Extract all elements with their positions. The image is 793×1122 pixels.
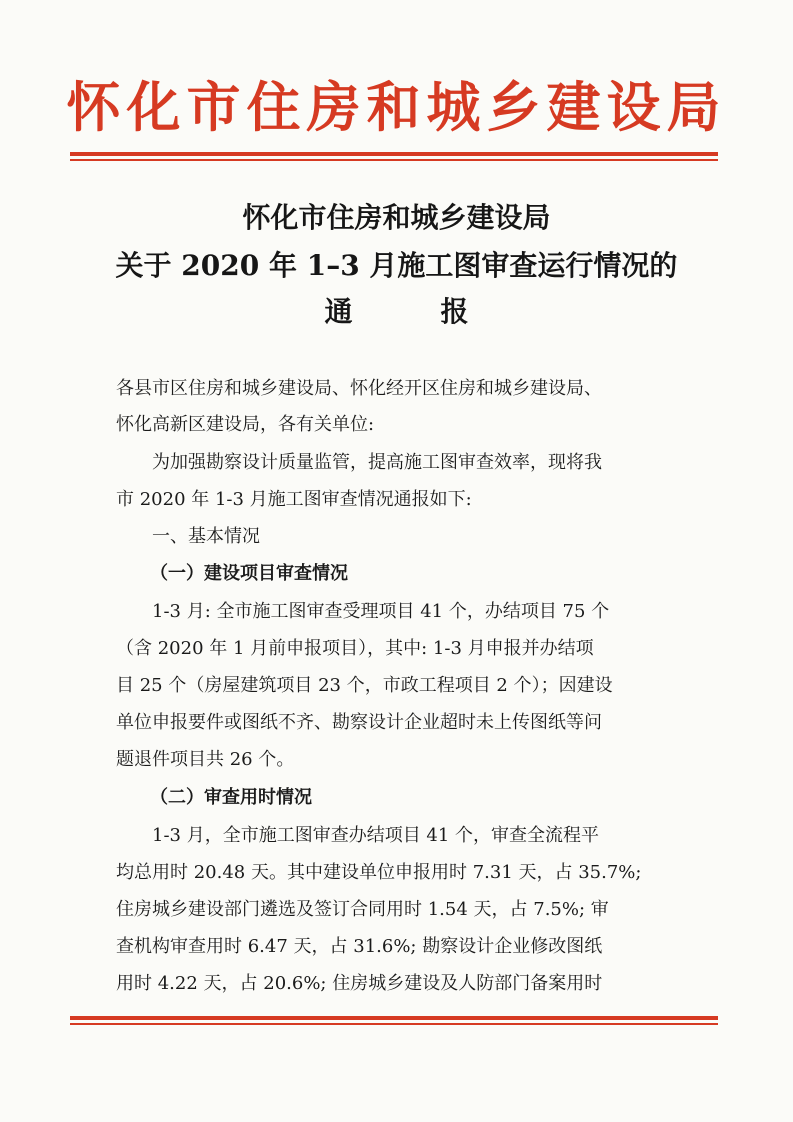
addressee-line-2: 怀化高新区建设局，各有关单位: — [116, 414, 375, 435]
para-1-line-1: 1-3 月: 全市施工图审查受理项目 41 个，办结项目 75 个 — [152, 601, 610, 622]
subsection-2-heading: （二）审查用时情况 — [150, 787, 312, 808]
para-2-line-4: 查机构审查用时 6.47 天，占 31.6%; 勘察设计企业修改图纸 — [116, 936, 603, 957]
para-1-line-2: （含 2020 年 1 月前申报项目），其中: 1-3 月申报并办结项 — [116, 638, 594, 659]
addressee-line-1: 各县市区住房和城乡建设局、怀化经开区住房和城乡建设局、 — [116, 378, 602, 399]
title-line-2: 关于 2020 年 1–3 月施工图审查运行情况的 — [115, 249, 678, 282]
footer-rule-thin — [70, 1023, 718, 1025]
para-2-line-1: 1-3 月，全市施工图审查办结项目 41 个，审查全流程平 — [152, 825, 600, 846]
para-1-line-5: 题退件项目共 26 个。 — [116, 749, 295, 770]
footer-rule-thick — [70, 1016, 718, 1020]
para-2-line-3: 住房城乡建设部门遴选及签订合同用时 1.54 天，占 7.5%; 审 — [116, 899, 609, 920]
title-line-1: 怀化市住房和城乡建设局 — [242, 201, 551, 234]
title-line-3 — [0, 290, 793, 330]
subsection-1-heading: （一）建设项目审查情况 — [150, 563, 348, 584]
para-2-line-5: 用时 4.22 天，占 20.6%; 住房城乡建设及人防部门备案用时 — [116, 973, 603, 994]
title-word-tong: 通 — [324, 295, 353, 328]
header-rule-thin — [70, 159, 718, 161]
para-2-line-2: 均总用时 20.48 天。其中建设单位申报用时 7.31 天，占 35.7%; — [116, 862, 642, 883]
header-rule-thick — [70, 152, 718, 156]
para-1-line-3: 目 25 个（房屋建筑项目 23 个，市政工程项目 2 个）；因建设 — [116, 675, 613, 696]
intro-line-1: 为加强勘察设计质量监管，提高施工图审查效率，现将我 — [152, 452, 602, 473]
intro-line-2: 市 2020 年 1-3 月施工图审查情况通报如下: — [116, 489, 472, 510]
org-letterhead: 怀化市住房和城乡建设局 — [66, 76, 727, 139]
para-1-line-4: 单位申报要件或图纸不齐、勘察设计企业超时未上传图纸等问 — [116, 712, 602, 733]
section-1-heading: 一、基本情况 — [152, 526, 260, 547]
title-word-bao: 报 — [440, 295, 469, 328]
